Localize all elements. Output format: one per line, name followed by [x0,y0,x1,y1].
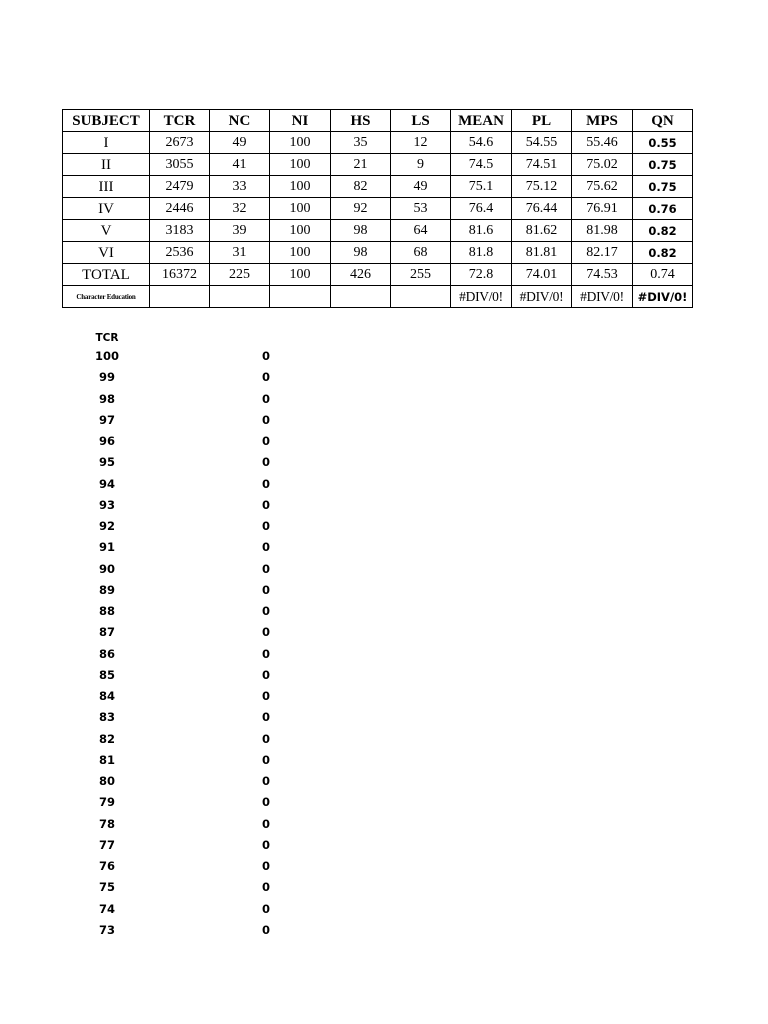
mps-cell: 75.62 [572,176,633,198]
pl-cell: #DIV/0! [512,286,572,308]
score-value: 75 [98,880,115,895]
tcr-cell: 3183 [150,220,210,242]
nc-cell: 32 [210,198,270,220]
list-item [92,729,270,750]
column-header-tcr: TCR [150,110,210,132]
score-value: 99 [98,370,115,385]
score-count: 0 [261,604,270,618]
list-item [92,920,270,941]
score-value: 98 [98,391,115,406]
score-count: 0 [261,412,270,427]
list-item [92,622,270,643]
score-count: 0 [261,455,270,470]
list-item [92,601,270,622]
subject-cell: VI [63,242,150,264]
tcr-cell: 2479 [150,176,210,198]
pl-cell: 74.01 [512,264,572,286]
list-item [92,707,270,728]
column-header-hs: HS [331,110,391,132]
nc-cell: 39 [210,220,270,242]
list-item [92,452,270,473]
score-count: 0 [261,625,270,640]
table-row [63,154,693,176]
score-count: 0 [261,774,270,788]
ls-cell [391,286,451,308]
pl-cell: 75.12 [512,176,572,198]
mps-cell: 74.53 [572,264,633,286]
score-count: 0 [261,922,270,937]
score-value: 91 [98,540,115,555]
score-count: 0 [261,646,270,661]
tcr-cell: 2536 [150,242,210,264]
score-count: 0 [261,689,270,703]
hs-cell: 426 [331,264,391,286]
score-value: 93 [98,497,115,512]
score-value: 92 [98,519,115,533]
ls-cell: 53 [391,198,451,220]
list-item [92,495,270,516]
tcr-cell [150,286,210,308]
pl-cell: 76.44 [512,198,572,220]
list-item [92,431,270,452]
mps-cell: 82.17 [572,242,633,264]
mean-cell: 81.6 [451,220,512,242]
score-count: 0 [261,880,270,895]
score-count: 0 [261,816,270,831]
subject-cell: IV [63,198,150,220]
table-row [63,264,693,286]
qn-cell: 0.75 [633,176,693,198]
mps-cell: 76.91 [572,198,633,220]
qn-cell: 0.75 [633,154,693,176]
list-item [92,346,270,367]
mean-cell: 76.4 [451,198,512,220]
score-value: 83 [98,710,115,725]
hs-cell: 21 [331,154,391,176]
results-body [63,132,693,308]
ls-cell: 49 [391,176,451,198]
score-value: 74 [98,901,115,916]
score-value: 87 [98,625,115,640]
score-value: 77 [98,837,115,852]
ni-cell: 100 [270,176,331,198]
column-header-subject: SUBJECT [63,110,150,132]
ni-cell: 100 [270,220,331,242]
score-count: 0 [261,901,270,916]
score-count: 0 [261,497,270,512]
score-value: 89 [98,582,115,597]
list-item [92,474,270,495]
ls-cell: 68 [391,242,451,264]
qn-cell: 0.82 [633,220,693,242]
score-count: 0 [261,731,270,746]
list-item [92,686,270,707]
mps-cell: 55.46 [572,132,633,154]
list-item [92,410,270,431]
hs-cell [331,286,391,308]
score-distribution-table [92,330,270,941]
mean-cell: 81.8 [451,242,512,264]
score-value: 85 [98,667,115,682]
list-item [92,537,270,558]
score-count: 0 [261,752,270,767]
score-value: 82 [98,731,115,746]
ls-cell: 12 [391,132,451,154]
ni-cell: 100 [270,198,331,220]
score-count: 0 [261,837,270,852]
table-row [63,132,693,154]
table-row [63,220,693,242]
list-item [92,389,270,410]
qn-cell: 0.74 [633,264,693,286]
ls-cell: 255 [391,264,451,286]
score-count: 0 [261,667,270,682]
score-count: 0 [261,859,270,873]
ls-cell: 9 [391,154,451,176]
nc-cell: 31 [210,242,270,264]
column-header-mean: MEAN [451,110,512,132]
list-item [92,771,270,792]
score-count: 0 [261,540,270,555]
score-value: 95 [98,455,115,470]
score-value: 78 [98,816,115,831]
ni-cell [270,286,331,308]
score-count: 0 [261,476,270,491]
column-header-pl: PL [512,110,572,132]
ls-cell: 64 [391,220,451,242]
mean-cell: 75.1 [451,176,512,198]
table-row [63,242,693,264]
mean-cell: 72.8 [451,264,512,286]
qn-cell: 0.82 [633,242,693,264]
score-value: 81 [98,752,115,767]
distribution-header-row [92,330,270,346]
mps-cell: #DIV/0! [572,286,633,308]
nc-cell: 49 [210,132,270,154]
score-count: 0 [261,349,270,363]
score-value: 88 [98,604,115,618]
nc-cell: 41 [210,154,270,176]
list-item [92,644,270,665]
nc-cell [210,286,270,308]
hs-cell: 92 [331,198,391,220]
ni-cell: 100 [270,264,331,286]
ni-cell: 100 [270,132,331,154]
score-value: 76 [98,859,115,873]
list-item [92,792,270,813]
pl-cell: 74.51 [512,154,572,176]
distribution-header-label: TCR [95,332,119,344]
pl-cell: 54.55 [512,132,572,154]
tcr-cell: 2673 [150,132,210,154]
qn-cell: 0.76 [633,198,693,220]
column-header-ls: LS [391,110,451,132]
score-count: 0 [261,391,270,406]
subject-cell: I [63,132,150,154]
subject-cell: TOTAL [63,264,150,286]
ni-cell: 100 [270,154,331,176]
results-table [62,109,693,308]
results-header-row [63,110,693,132]
mean-cell: #DIV/0! [451,286,512,308]
hs-cell: 98 [331,220,391,242]
column-header-nc: NC [210,110,270,132]
tcr-cell: 2446 [150,198,210,220]
list-item [92,814,270,835]
score-count: 0 [261,370,270,385]
tcr-cell: 16372 [150,264,210,286]
list-item [92,665,270,686]
list-item [92,750,270,771]
pl-cell: 81.62 [512,220,572,242]
list-item [92,877,270,898]
tcr-cell: 3055 [150,154,210,176]
score-count: 0 [261,710,270,725]
list-item [92,559,270,580]
mps-cell: 81.98 [572,220,633,242]
hs-cell: 98 [331,242,391,264]
qn-cell: #DIV/0! [633,286,693,308]
table-row [63,286,693,308]
score-value: 96 [98,434,115,448]
mean-cell: 74.5 [451,154,512,176]
subject-cell: III [63,176,150,198]
score-value: 80 [98,774,115,788]
mean-cell: 54.6 [451,132,512,154]
qn-cell: 0.55 [633,132,693,154]
hs-cell: 82 [331,176,391,198]
ni-cell: 100 [270,242,331,264]
list-item [92,367,270,388]
score-count: 0 [261,582,270,597]
score-value: 100 [94,349,119,363]
score-value: 94 [98,476,115,491]
score-count: 0 [261,795,270,810]
pl-cell: 81.81 [512,242,572,264]
score-value: 90 [98,561,115,576]
subject-cell: V [63,220,150,242]
list-item [92,580,270,601]
list-item [92,856,270,877]
table-row [63,198,693,220]
column-header-mps: MPS [572,110,633,132]
score-value: 73 [98,922,115,937]
column-header-qn: QN [633,110,693,132]
hs-cell: 35 [331,132,391,154]
mps-cell: 75.02 [572,154,633,176]
score-value: 86 [98,646,115,661]
column-header-ni: NI [270,110,331,132]
list-item [92,835,270,856]
score-value: 84 [98,689,115,703]
score-value: 79 [98,795,115,810]
subject-cell: II [63,154,150,176]
score-count: 0 [261,519,270,533]
score-count: 0 [261,434,270,448]
list-item [92,516,270,537]
subject-cell: Character Education [63,286,150,308]
score-value: 97 [98,412,115,427]
nc-cell: 225 [210,264,270,286]
score-count: 0 [261,561,270,576]
nc-cell: 33 [210,176,270,198]
list-item [92,899,270,920]
table-row [63,176,693,198]
